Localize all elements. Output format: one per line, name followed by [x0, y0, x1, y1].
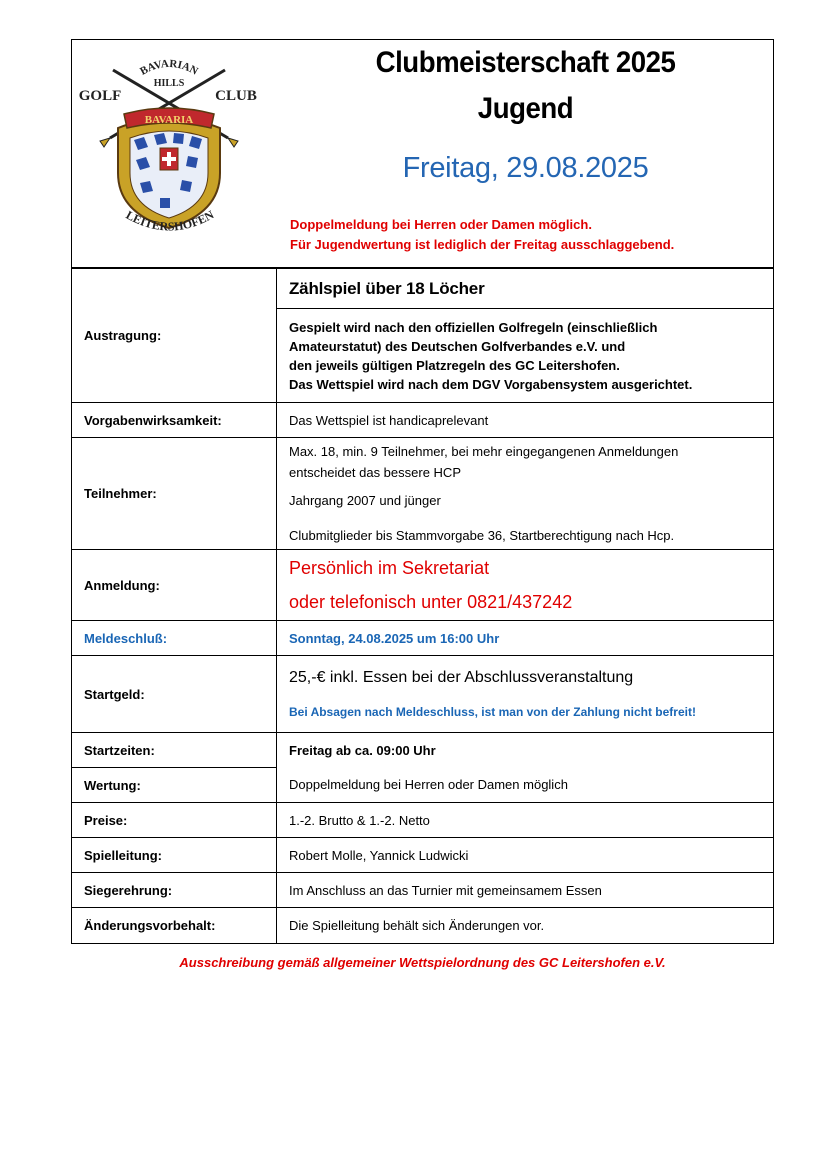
footer-note: Ausschreibung gemäß allgemeiner Wettspielordnung des GC Leitershofen e.V.: [179, 955, 666, 970]
row-startgeld: [72, 656, 773, 733]
label-preise: Preise:: [72, 803, 277, 838]
logo-arc-top: BAVARIAN: [138, 57, 200, 78]
label-vorgabe: Vorgabenwirksamkeit:: [72, 403, 277, 438]
note-jugendwertung: Für Jugendwertung ist lediglich der Freitag ausschlaggebend.: [290, 237, 675, 252]
logo-golf: GOLF: [78, 88, 122, 104]
label-meldeschluss: Meldeschluß:: [72, 621, 277, 656]
row-wertung: [72, 768, 773, 803]
logo-club: CLUB: [215, 88, 257, 104]
teilnehmer-line-4: Clubmitglieder bis Stammvorgabe 36, Startberechtigung nach Hcp.: [289, 528, 675, 543]
tournament-sheet: [71, 39, 774, 944]
teilnehmer-line-1: Max. 18, min. 9 Teilnehmer, bei mehr eingegangenen Anmeldungen: [289, 444, 679, 459]
row-meldeschluss: [72, 621, 773, 656]
anmeldung-line-2: oder telefonisch unter 0821/437242: [289, 592, 573, 612]
value-meldeschluss: Sonntag, 24.08.2025 um 16:00 Uhr: [277, 621, 774, 656]
row-austragung-heading: [72, 269, 773, 309]
row-teilnehmer: [72, 438, 773, 550]
label-siegerehrung: Siegerehrung:: [72, 873, 277, 908]
details-table: [72, 268, 773, 943]
value-preise: 1.-2. Brutto & 1.-2. Netto: [277, 803, 774, 838]
value-wertung: Doppelmeldung bei Herren oder Damen möglich: [277, 768, 774, 803]
value-vorgabe: Das Wettspiel ist handicaprelevant: [277, 403, 774, 438]
label-startgeld: Startgeld:: [72, 656, 277, 733]
svg-text:BAVARIAN: [138, 58, 200, 78]
note-doppelmeldung: Doppelmeldung bei Herren oder Damen möglich.: [290, 217, 592, 232]
value-spielleitung: Robert Molle, Yannick Ludwicki: [277, 838, 774, 873]
value-startzeiten: Freitag ab ca. 09:00 Uhr: [277, 733, 774, 768]
value-siegerehrung: Im Anschluss an das Turnier mit gemeinsamem Essen: [277, 873, 774, 908]
value-teilnehmer: [277, 438, 774, 550]
teilnehmer-line-3: Jahrgang 2007 und jünger: [289, 493, 441, 508]
label-aenderung: Änderungsvorbehalt:: [72, 908, 277, 943]
club-logo: [78, 48, 260, 253]
row-vorgabe: [72, 403, 773, 438]
row-spielleitung: [72, 838, 773, 873]
header: [72, 40, 773, 268]
label-teilnehmer: Teilnehmer:: [72, 438, 277, 550]
row-startzeiten: [72, 733, 773, 768]
austragung-line-2: Amateurstatut) des Deutschen Golfverbandes e.V. und: [289, 338, 626, 354]
teilnehmer-line-2: entscheidet das bessere HCP: [289, 465, 461, 480]
title-line-2: Jugend: [477, 92, 574, 125]
logo-hills: HILLS: [153, 78, 185, 89]
value-austragung-heading: Zählspiel über 18 Löcher: [277, 269, 774, 309]
row-aenderung: [72, 908, 773, 943]
header-notes: [290, 215, 770, 255]
label-wertung: Wertung:: [72, 768, 277, 803]
row-siegerehrung: [72, 873, 773, 908]
logo-arc-bottom: LEITERSHOFEN: [123, 207, 217, 234]
logo-banner: BAVARIA: [144, 114, 194, 126]
event-date: Freitag, 29.08.2025: [402, 152, 649, 184]
row-preise: [72, 803, 773, 838]
label-spielleitung: Spielleitung:: [72, 838, 277, 873]
row-anmeldung: [72, 550, 773, 621]
startgeld-note: Bei Absagen nach Meldeschluss, ist man von der Zahlung nicht befreit!: [289, 705, 696, 719]
austragung-line-3: den jeweils gültigen Platzregeln des GC Leitershofen.: [289, 357, 620, 373]
title-line-1: Clubmeisterschaft 2025: [375, 46, 676, 79]
label-startzeiten: Startzeiten:: [72, 733, 277, 768]
anmeldung-line-1: Persönlich im Sekretariat: [289, 558, 490, 578]
label-austragung: Austragung:: [72, 269, 277, 403]
startgeld-amount: 25,-€ inkl. Essen bei der Abschlussveranstaltung: [289, 669, 634, 686]
value-aenderung: Die Spielleitung behält sich Änderungen vor.: [277, 908, 774, 943]
austragung-line-1: Gespielt wird nach den offiziellen Golfregeln (einschließlich: [289, 319, 658, 335]
value-startgeld: [277, 656, 774, 733]
austragung-line-4: Das Wettspiel wird nach dem DGV Vorgabensystem ausgerichtet.: [289, 376, 693, 392]
label-anmeldung: Anmeldung:: [72, 550, 277, 621]
value-anmeldung: [277, 550, 774, 621]
value-austragung-text: [277, 309, 774, 403]
